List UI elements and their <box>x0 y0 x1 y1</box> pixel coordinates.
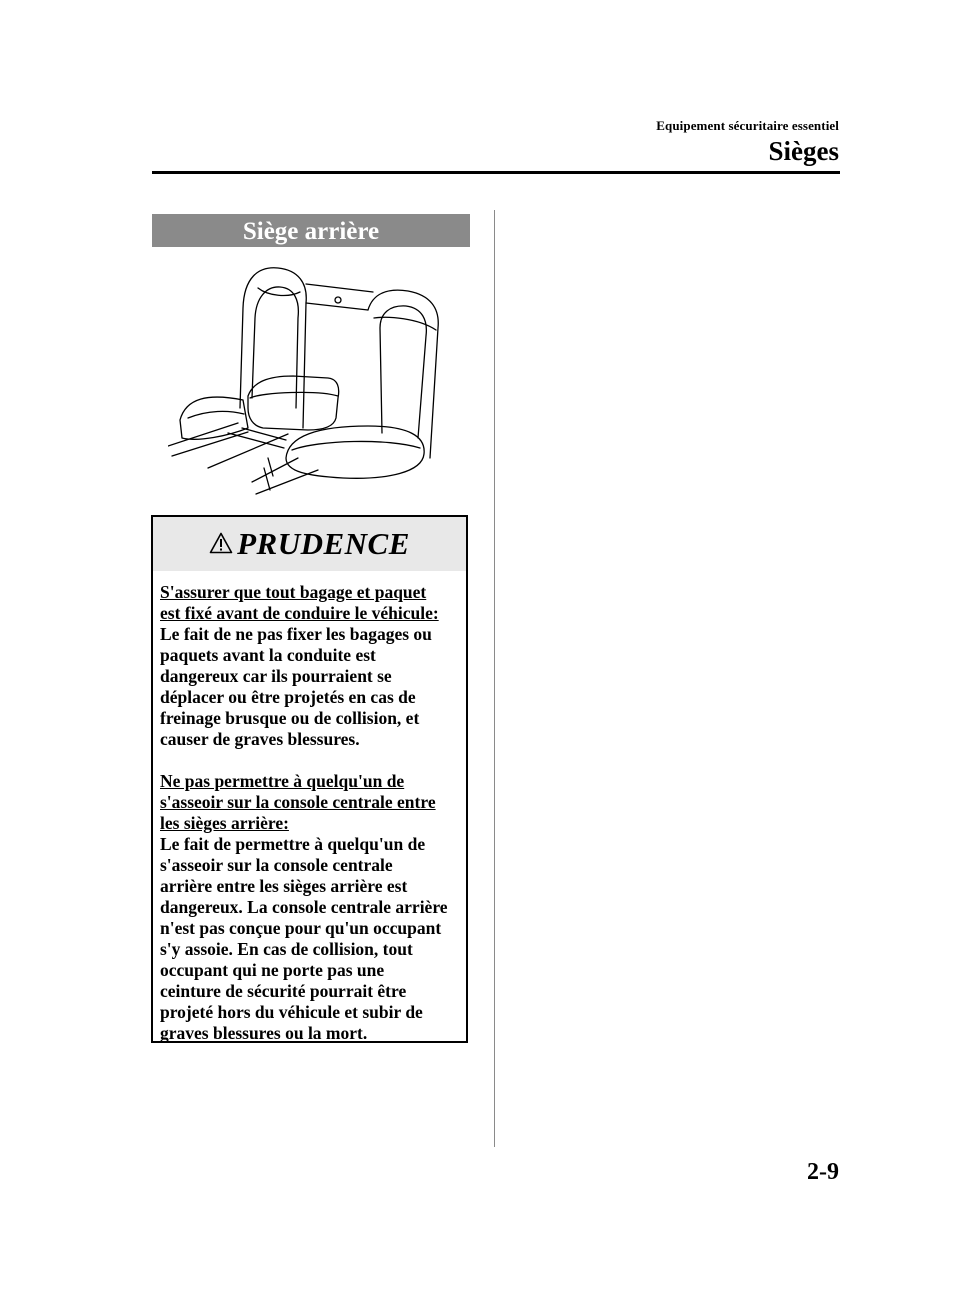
chapter-title: Equipement sécuritaire essentiel <box>656 118 839 133</box>
caution-item2-line: ceinture de sécurité pourrait être <box>160 981 407 1001</box>
caution-item2-heading: Ne pas permettre à quelqu'un de <box>160 771 405 791</box>
caution-item1-line: dangereux car ils pourraient se <box>160 666 392 686</box>
section-heading: Siège arrière <box>152 214 470 247</box>
caution-item2-line: n'est pas conçue pour qu'un occupant <box>160 918 442 938</box>
caution-item1-heading: S'assurer que tout bagage et paquet <box>160 582 427 602</box>
warning-triangle-icon <box>209 532 233 554</box>
caution-item1-line: paquets avant la conduite est <box>160 645 376 665</box>
caution-item1-line: causer de graves blessures. <box>160 729 360 749</box>
caution-item2-line: dangereux. La console centrale arrière <box>160 897 448 917</box>
paragraph-gap <box>160 750 460 771</box>
caution-item1-heading: est fixé avant de conduire le véhicule: <box>160 603 439 623</box>
rear-seat-illustration <box>168 258 458 498</box>
page-number: 2-9 <box>807 1159 839 1185</box>
column-divider <box>494 210 495 1147</box>
header-rule <box>152 171 840 174</box>
caution-item1-line: déplacer ou être projetés en cas de <box>160 687 416 707</box>
section-title: Sièges <box>768 136 839 166</box>
caution-title: PRUDENCE <box>237 526 410 561</box>
caution-item2-line: Le fait de permettre à quelqu'un de <box>160 834 426 854</box>
caution-item2-heading: les sièges arrière: <box>160 813 289 833</box>
caution-item1-line: Le fait de ne pas fixer les bagages ou <box>160 624 432 644</box>
caution-item2-line: s'asseoir sur la console centrale <box>160 855 393 875</box>
caution-body <box>153 571 466 1044</box>
caution-item2-line: occupant qui ne porte pas une <box>160 960 385 980</box>
caution-item1-line: freinage brusque ou de collision, et <box>160 708 420 728</box>
caution-item2-line: graves blessures ou la mort. <box>160 1023 368 1043</box>
caution-item2-line: s'y assoie. En cas de collision, tout <box>160 939 413 959</box>
caution-header <box>153 517 466 571</box>
caution-box <box>151 515 468 1043</box>
caution-item2-heading: s'asseoir sur la console centrale entre <box>160 792 436 812</box>
caution-item2-line: arrière entre les sièges arrière est <box>160 876 408 896</box>
caution-item2-line: projeté hors du véhicule et subir de <box>160 1002 423 1022</box>
